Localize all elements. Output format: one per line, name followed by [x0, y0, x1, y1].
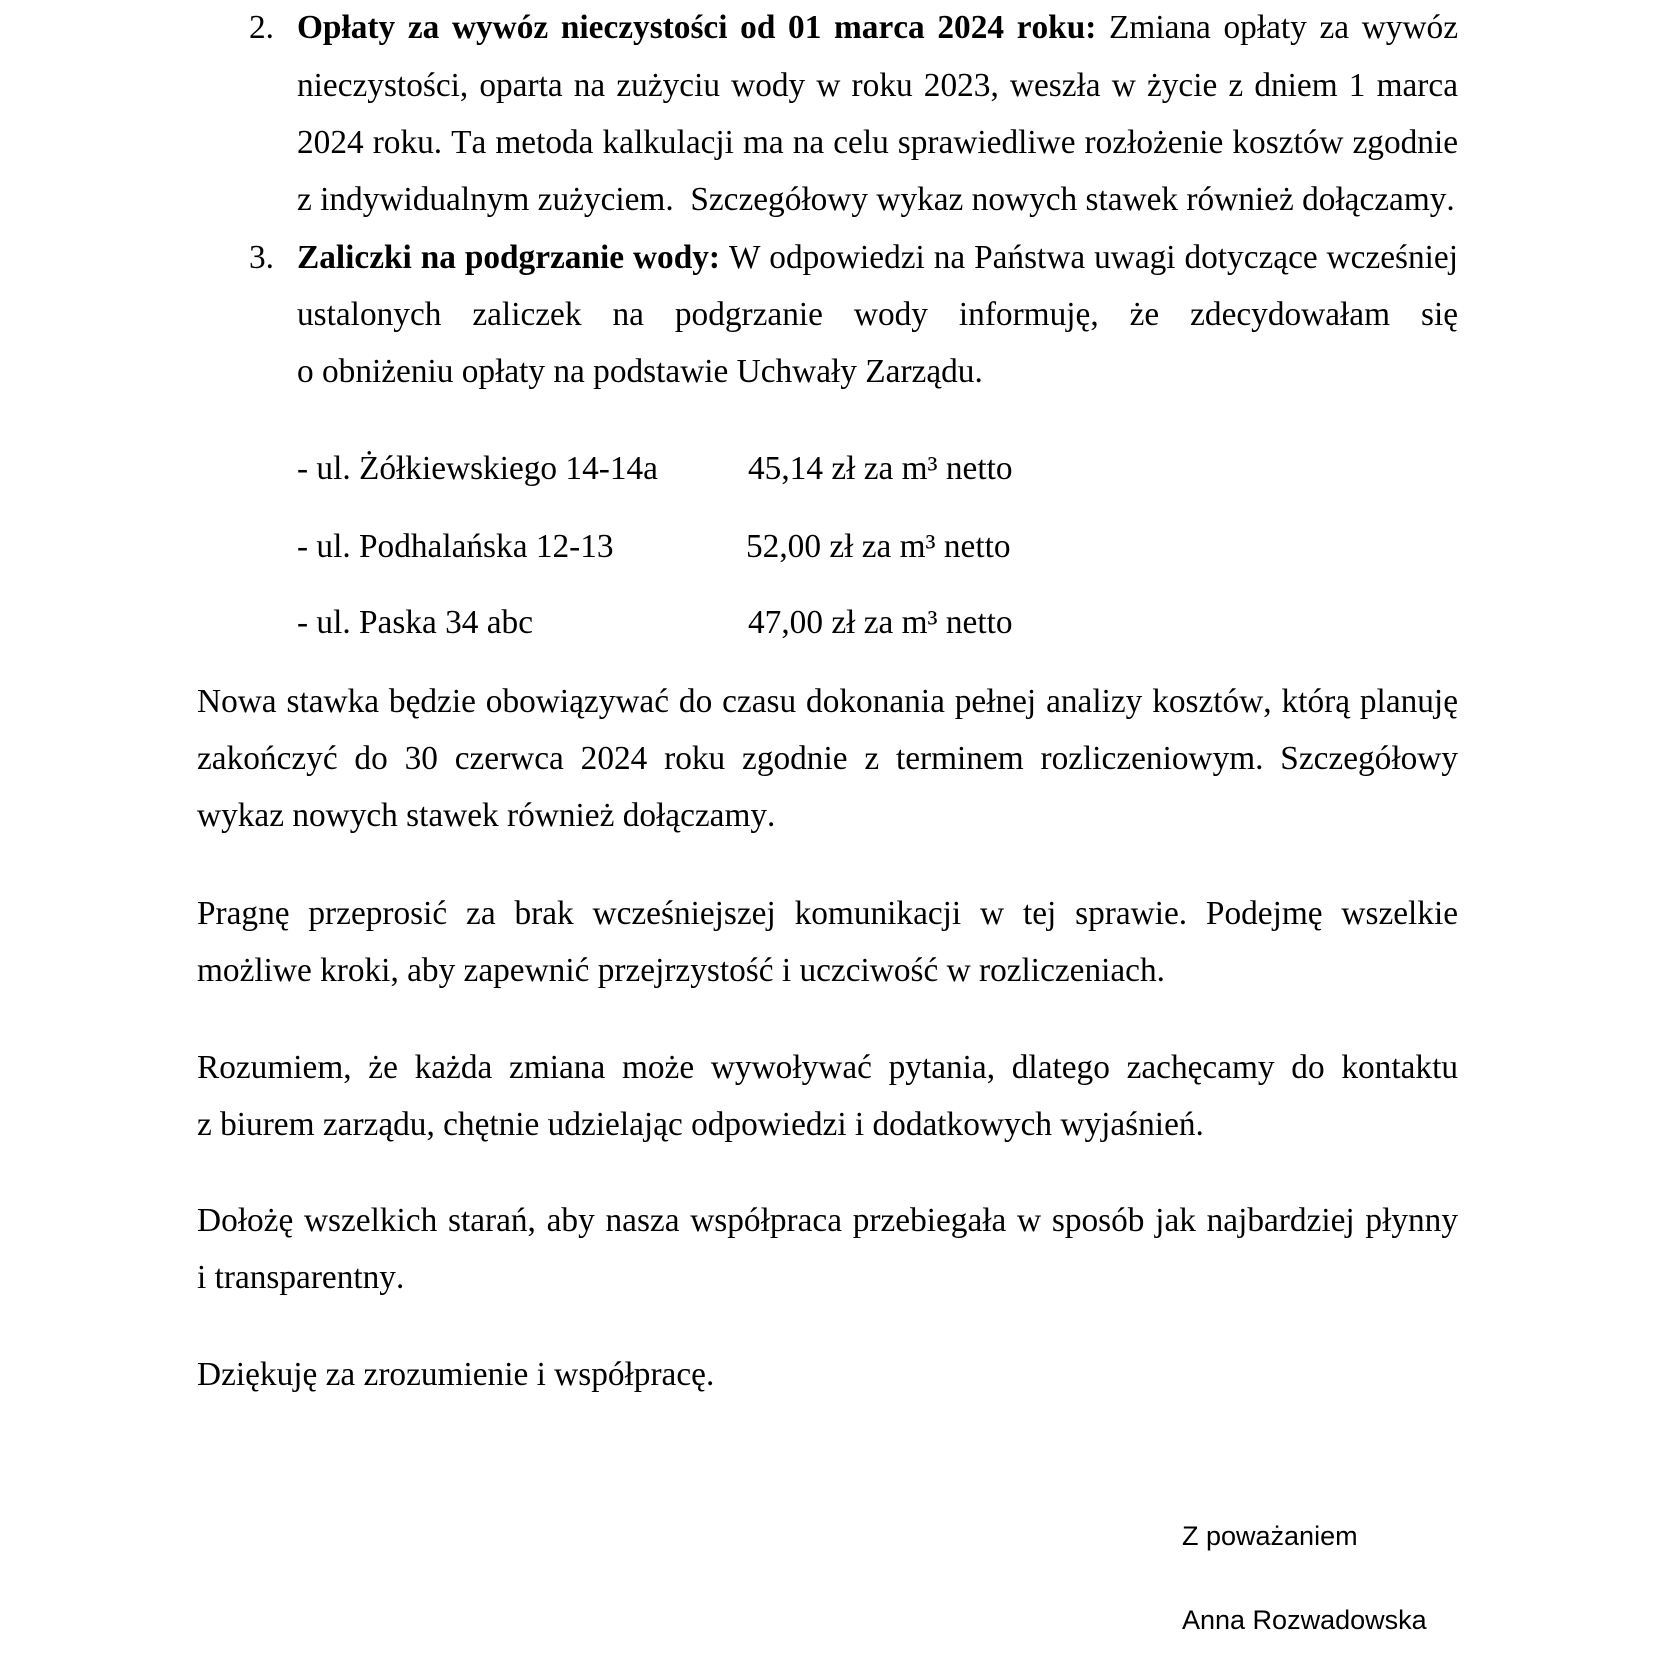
paragraph-line: z biurem zarządu, chętnie udzielając odpowiedzi i dodatkowych wyjaśnień.: [197, 1105, 1204, 1143]
paragraph-line: Dołożę wszelkich starań, aby nasza współpraca przebiegała w sposób jak najbardziej płynny: [197, 1202, 1458, 1240]
rate-address: - ul. Paska 34 abc: [297, 604, 534, 642]
paragraph-line: Dziękuję za zrozumienie i współpracę.: [197, 1355, 715, 1393]
list-item-line: o obniżeniu opłaty na podstawie Uchwały Zarządu.: [297, 353, 983, 391]
list-item-text: Zmiana opłaty za wywóz: [1109, 9, 1458, 47]
rate-value: 47,00 zł za m³ netto: [748, 604, 1013, 642]
rate-address: - ul. Żółkiewskiego 14-14a: [297, 450, 658, 488]
list-item-line: z indywidualnym zużyciem. Szczegółowy wykaz nowych stawek również dołączamy.: [297, 181, 1455, 219]
signatory-name: Anna Rozwadowska: [1182, 1605, 1427, 1635]
list-item-line: ustalonych zaliczek na podgrzanie wody informuję, że zdecydowałam się: [297, 295, 1458, 333]
paragraph-line: Nowa stawka będzie obowiązywać do czasu dokonania pełnej analizy kosztów, którą planuję: [197, 682, 1458, 720]
list-item-text: W odpowiedzi na Państwa uwagi dotyczące wcześniej: [728, 238, 1458, 276]
list-item-heading: Zaliczki na podgrzanie wody:: [297, 238, 721, 276]
paragraph-line: możliwe kroki, aby zapewnić przejrzystość i uczciwość w rozliczeniach.: [197, 952, 1165, 989]
list-item-heading: Opłaty za wywóz nieczystości od 01 marca 2024 roku:: [297, 9, 1097, 47]
list-item-number: 2.: [249, 9, 274, 47]
paragraph-line: i transparentny.: [197, 1259, 405, 1297]
list-item-line: nieczystości, oparta na zużyciu wody w roku 2023, weszła w życie z dniem 1 marca: [297, 66, 1458, 104]
paragraph-line: wykaz nowych stawek również dołączamy.: [197, 797, 776, 835]
paragraph-line: Rozumiem, że każda zmiana może wywoływać pytania, dlatego zachęcamy do kontaktu: [197, 1048, 1458, 1086]
paragraph-line: Pragnę przeprosić za brak wcześniejszej komunikacji w tej sprawie. Podejmę wszelkie: [197, 894, 1458, 932]
list-item-number: 3.: [249, 238, 274, 276]
paragraph-line: zakończyć do 30 czerwca 2024 roku zgodnie z terminem rozliczeniowym. Szczegółowy: [197, 739, 1458, 777]
rate-value: 45,14 zł za m³ netto: [748, 450, 1013, 488]
rate-address: - ul. Podhalańska 12-13: [297, 527, 614, 565]
rate-value: 52,00 zł za m³ netto: [746, 527, 1011, 565]
closing-line: Z poważaniem: [1182, 1521, 1358, 1551]
list-item-line: [297, 229, 1458, 286]
list-item-line: [297, 0, 1458, 57]
list-item-line: 2024 roku. Ta metoda kalkulacji ma na celu sprawiedliwe rozłożenie kosztów zgodnie: [297, 124, 1458, 161]
